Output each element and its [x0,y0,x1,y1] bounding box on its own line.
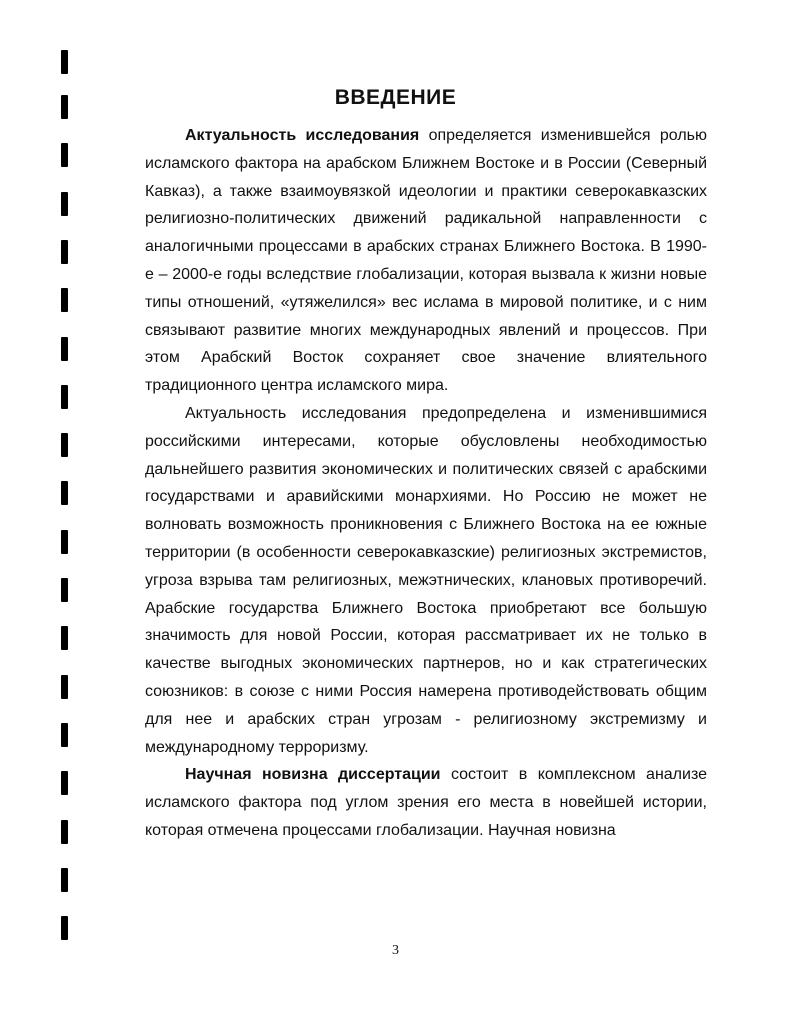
paragraph-text: состоит в комплексном анализе исламского фактора под углом зрения его места в новейшей истории, которая отмечена процессами глобализации. Научная новизна [145,766,708,839]
paragraph-interests [145,400,707,761]
binding-mark [61,143,68,167]
binding-mark [61,481,68,505]
binding-mark [61,337,68,361]
body-text [145,122,707,845]
paragraph-text: Актуальность исследования предопределена и изменившимися российскими интересами, которые обусловлены необходимостью дальнейшего развития экономических и политических связей с арабскими государствами и аравийскими монархиями. Но Россию не может не волновать возможность проникновения с Ближнего Востока на ее южные территории (в особенности северокавказские) религиозных экстремистов, угроза взрыва там религиозных, межэтнических, клановых противоречий. Арабские государства Ближнего Востока приобретают все большую значимость для новой России, которая рассматривает их не только в качестве выгодных экономических партнеров, но и как стратегических союзников: в союзе с ними Россия намерена противодействовать общим для нее и арабских стран угрозам - религиозному экстремизму и международному терроризму. [145,404,707,756]
binding-mark [61,868,68,892]
paragraph-text: определяется изменившейся ролью исламского фактора на арабском Ближнем Востоке и в России (Северный Кавказ), а также взаимоувязкой идеологии и практики северокавказских религиозно-политических движений радикальной направленности с аналогичными процессами в арабских странах Ближнего Востока. В 1990-е – 2000-е годы вследствие глобализации, которая вызвала к жизни новые типы отношений, «утяжелился» вес ислама в мировой политике, и с ним связывают развитие многих международных явлений и процессов. При этом Арабский Восток сохраняет свое значение влиятельного традиционного центра исламского мира. [145,127,707,395]
binding-mark [61,771,68,795]
binding-mark [61,433,68,457]
page-number: 3 [392,943,399,958]
binding-mark [61,530,68,554]
binding-mark [61,723,68,747]
paragraph-relevance [145,122,707,400]
binding-mark [61,192,68,216]
binding-mark [61,50,68,74]
paragraph-lead: Актуальность исследования [185,127,420,144]
page-title: ВВЕДЕНИЕ [334,86,457,109]
binding-mark [61,385,68,409]
binding-mark [61,578,68,602]
binding-mark [61,626,68,650]
paragraph-novelty [145,761,707,844]
binding-mark [61,675,68,699]
paragraph-lead: Научная новизна диссертации [185,766,441,784]
binding-mark [61,820,68,844]
binding-mark [61,240,68,264]
binding-mark [61,916,68,940]
binding-mark [61,288,68,312]
